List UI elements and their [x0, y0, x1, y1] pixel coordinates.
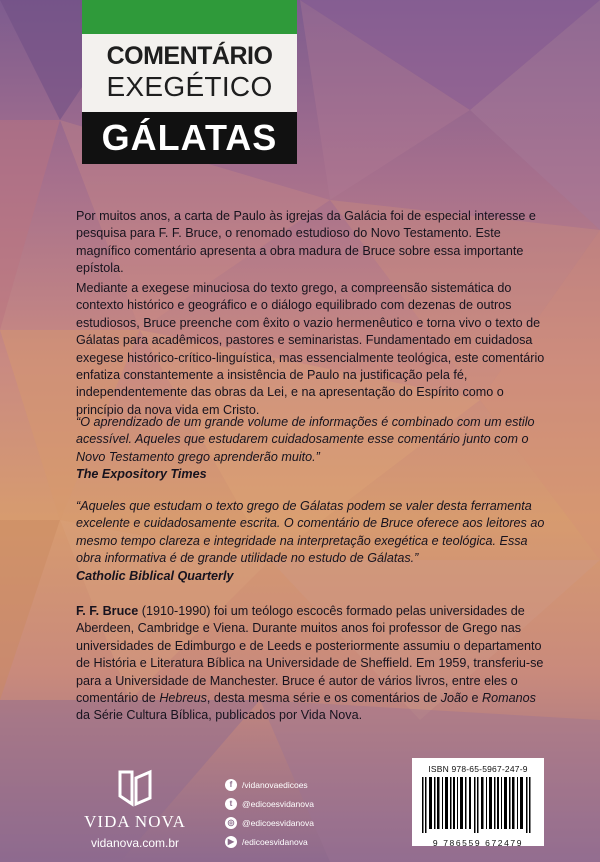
social-instagram — [225, 813, 395, 832]
instagram-icon: ◎ — [225, 817, 237, 829]
social-links — [225, 775, 395, 851]
title-block — [82, 0, 297, 164]
quote-source: Catholic Biblical Quarterly — [76, 568, 234, 583]
intro-paragraph: Por muitos anos, a carta de Paulo às igrejas da Galácia foi de especial interesse e pesquisa para F. F. Bruce, o renomado estudioso do Novo Testamento. Este magnífico comentário apresenta a obra madura de Bruce sobre essa importante epístola. — [76, 209, 536, 276]
book-ref: Romanos — [482, 691, 536, 706]
quote-source: The Expository Times — [76, 467, 207, 482]
book-title: GÁLATAS — [82, 112, 297, 164]
isbn-barcode-box — [412, 758, 544, 846]
description-paragraph: Mediante a exegese minuciosa do texto grego, a compreensão sistemática do contexto histórico e geográfico e o diálogo equilibrado com dezenas de outros estudiosos, Bruce preenche com êxito o vazio hermenêutico e torna vivo o texto de Gálatas para acadêmicos, pastores e seminaristas. Fundamentado em cuidadosa exegese histórico-crítico-linguística, mas essencialmente teológica, este comentário enfatiza constantemente a insistência de Paulo na justificação pela fé, independentemente das obras da Lei, e na apresentação do Espírito como o princípio da nova vida em Cristo. — [76, 281, 545, 417]
title-green-bar — [82, 0, 297, 34]
bio-text: (1910-1990) foi um teólogo escocês formado pelas universidades de Aberdeen, Cambridge e Viena. Durante muitos anos foi professor de Grego nas universidades de Edimburgo e de Leeds e posteriormente assumiu o departamento de História e Literatura Bíblica na Universidade de Sheffield. Em 1959, transferiu-se para a Universidade de Manchester. Bruce é autor de vários livros, entre eles o comentário de — [76, 604, 544, 706]
publisher-logo — [70, 768, 200, 850]
series-title-line1: COMENTÁRIO — [106, 42, 273, 70]
author-bio — [76, 603, 546, 725]
social-twitter — [225, 794, 395, 813]
review-quote — [76, 414, 546, 484]
twitter-icon: t — [225, 798, 237, 810]
social-handle: @edicoesvidanova — [242, 817, 314, 828]
series-title — [82, 34, 297, 112]
social-handle: @edicoesvidanova — [242, 798, 314, 809]
bio-text: , desta mesma série e os comentários de — [206, 691, 441, 706]
bio-text: e — [468, 691, 483, 706]
review-quote — [76, 498, 546, 585]
barcode-icon — [420, 777, 536, 833]
quote-text: “O aprendizado de um grande volume de informações é combinado com um estilo acessível. Aqueles que estudarem cuidadosamente esse comentário junto com o Novo Testamento grego aprenderão muito.” — [76, 415, 535, 464]
bio-text: da Série Cultura Bíblica, publicados por Vida Nova. — [76, 708, 363, 723]
publisher-name: VIDA NOVA — [84, 812, 186, 831]
quote-text: “Aqueles que estudam o texto grego de Gálatas podem se valer desta ferramenta excelente e cuidadosamente escrita. O comentário de Bruce oferece aos leitores ao mesmo tempo clareza e integridade na interpretação exegética e teológica. Essa obra informativa é de grande utilidade no estudo de Gálatas.” — [76, 499, 545, 566]
publisher-url: vidanova.com.br — [90, 836, 180, 850]
series-title-line2: EXEGÉTICO — [106, 71, 273, 102]
social-handle: /vidanovaedicoes — [242, 779, 308, 790]
social-youtube — [225, 832, 395, 851]
facebook-icon: f — [225, 779, 237, 791]
vida-nova-logo-icon — [112, 768, 158, 808]
book-ref: Hebreus — [159, 691, 207, 706]
isbn-label: ISBN 978-65-5967-247-9 — [428, 764, 528, 774]
isbn-digits: 9 786559 672479 — [432, 838, 524, 848]
author-name: F. F. Bruce — [76, 604, 139, 618]
social-facebook — [225, 775, 395, 794]
book-ref: João — [440, 691, 469, 706]
social-handle: /edicoesvidanova — [242, 836, 308, 847]
youtube-icon: ▶ — [225, 836, 237, 848]
